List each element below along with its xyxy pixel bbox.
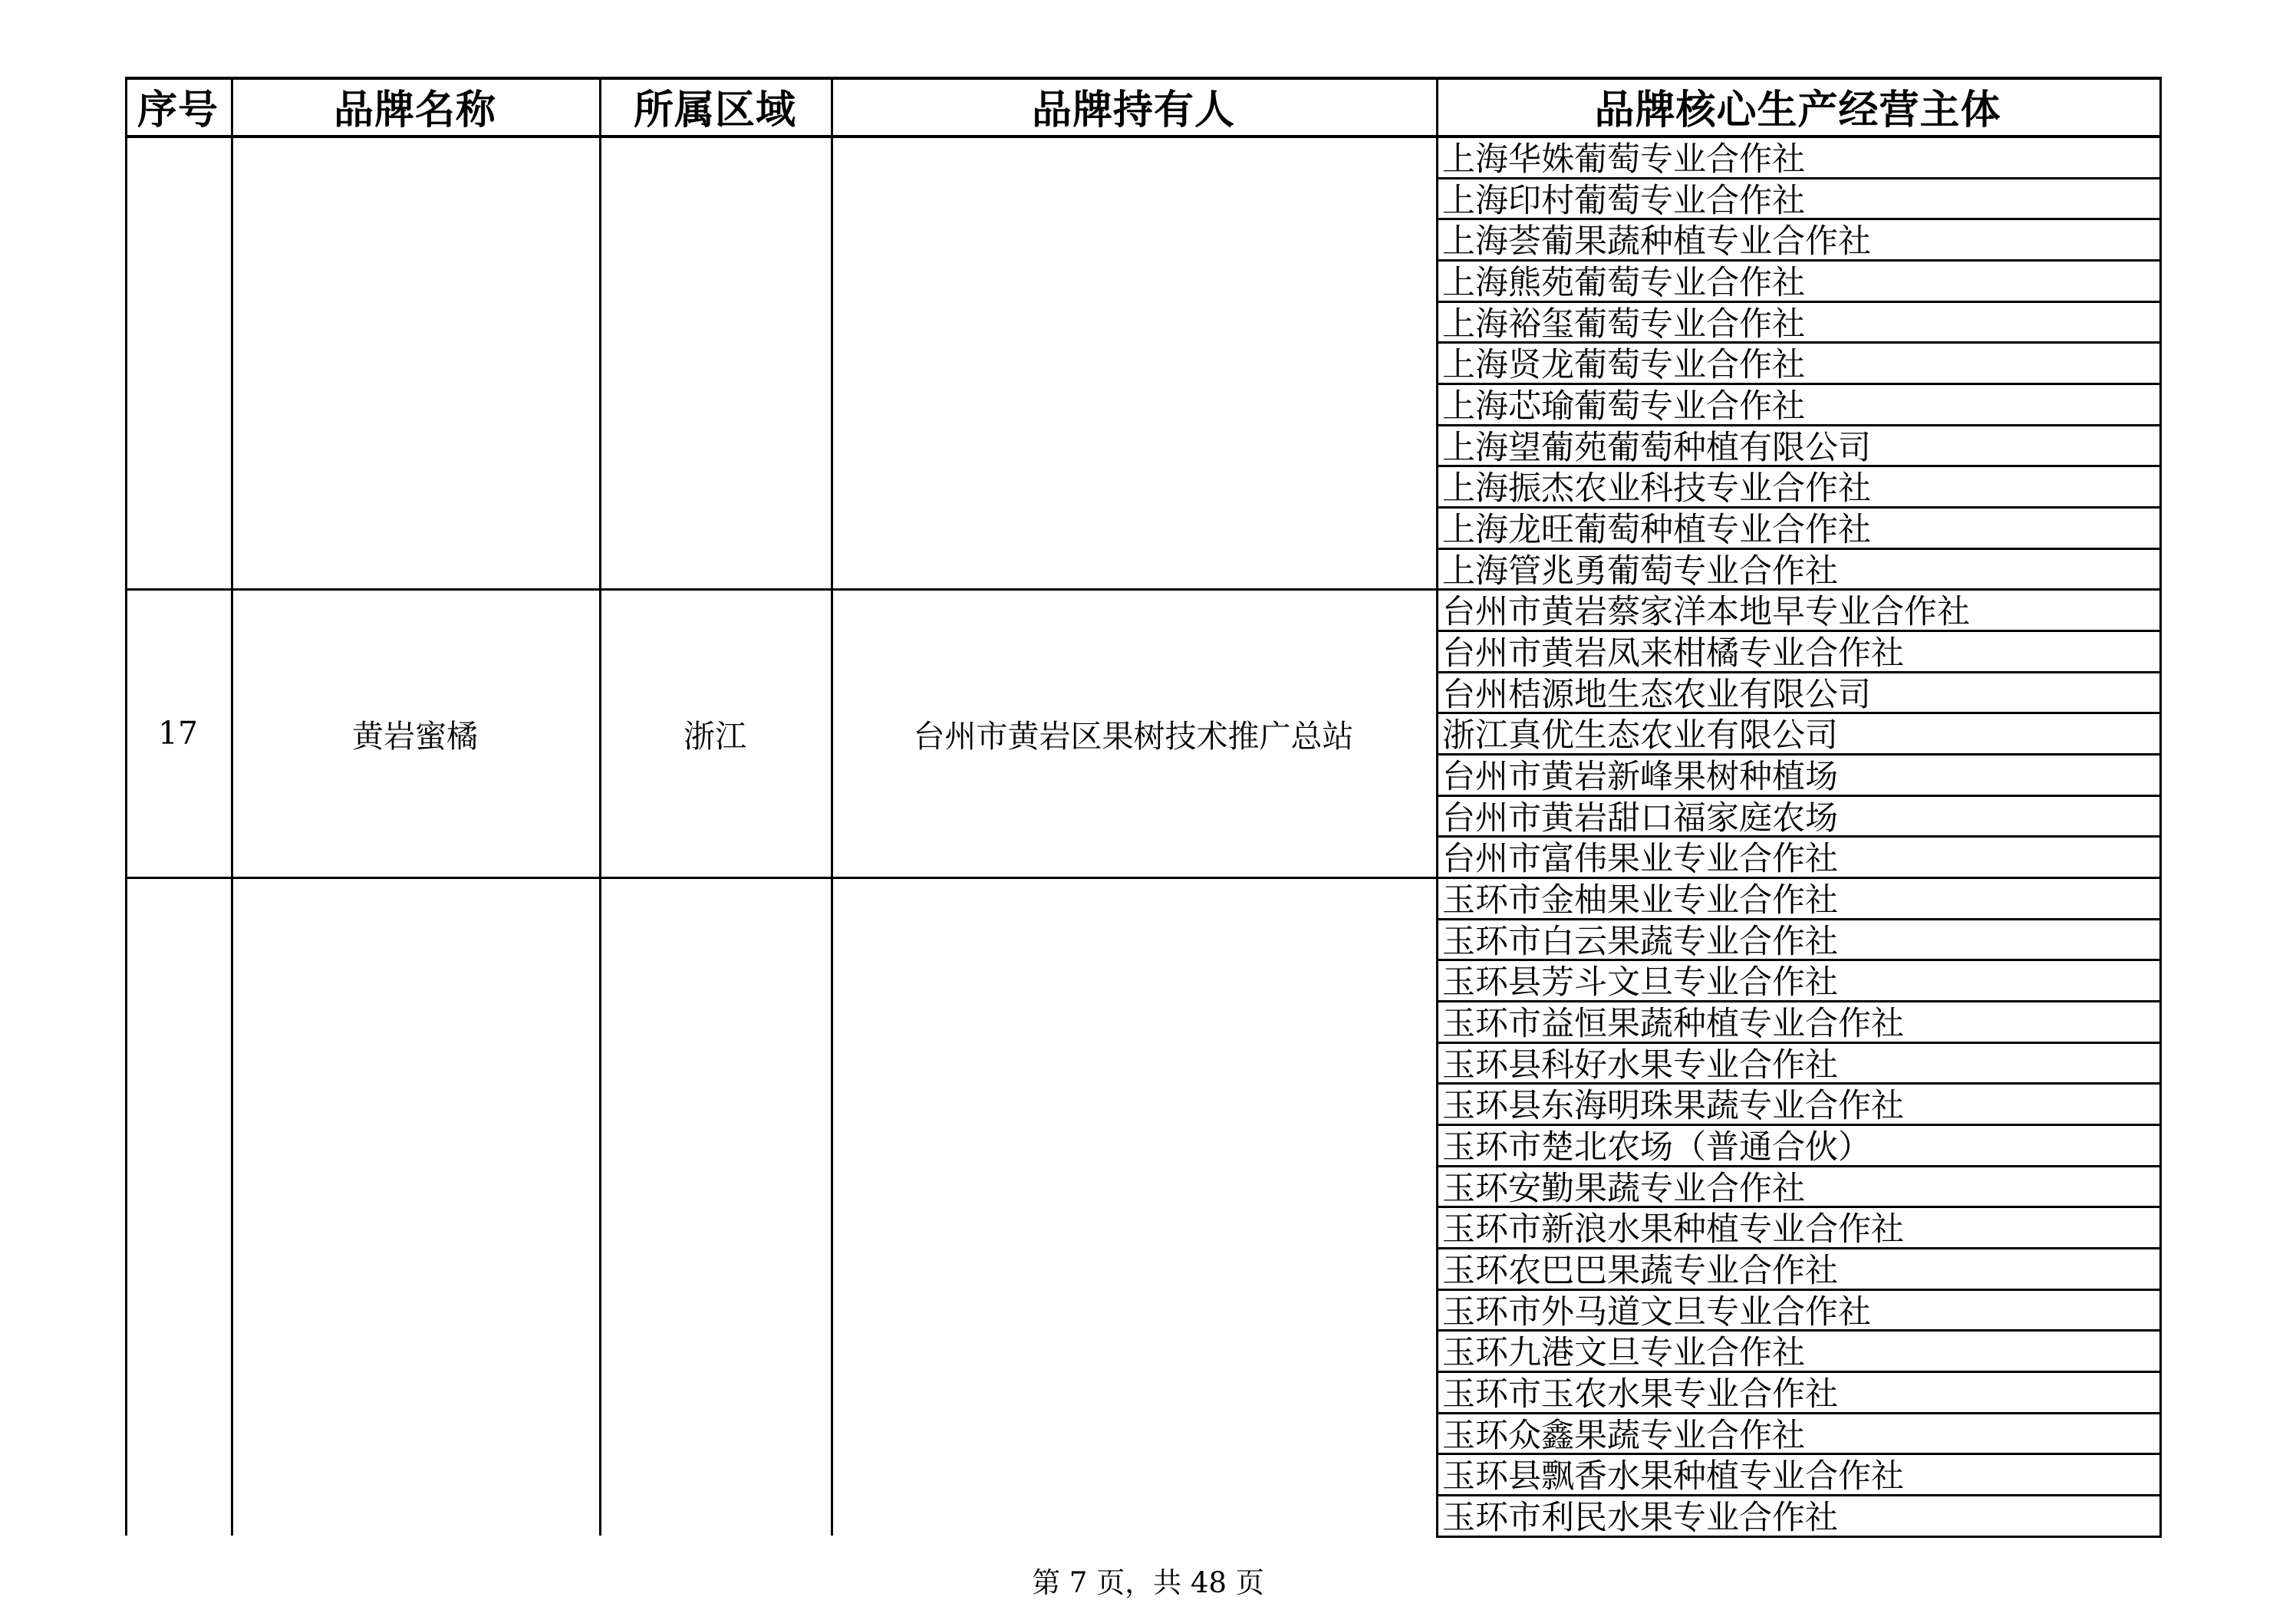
entity-row: 上海裕玺葡萄专业合作社 (1442, 305, 1805, 343)
entity-row: 玉环市益恒果蔬种植专业合作社 (1442, 1005, 1904, 1043)
cell-brand-owner (831, 877, 1436, 1536)
entity-row: 上海龙旺葡萄种植专业合作社 (1442, 511, 1871, 549)
entity-row: 上海芯瑜葡萄专业合作社 (1442, 387, 1805, 426)
cell-brand-name (231, 137, 599, 589)
entity-row: 玉环市新浪水果种植专业合作社 (1442, 1210, 1904, 1249)
entity-row: 台州市黄岩甜口福家庭农场 (1442, 798, 1838, 837)
header-core-entities: 品牌核心生产经营主体 (1594, 87, 2001, 133)
entity-row: 玉环市玉农水果专业合作社 (1442, 1375, 1838, 1414)
table-top-border (125, 77, 2162, 80)
cell-brand-owner: 台州市黄岩区果树技术推广总站 (913, 717, 1354, 755)
entity-row: 玉环市金柚果业专业合作社 (1442, 881, 1838, 920)
entity-row: 台州市黄岩凤来柑橘专业合作社 (1442, 634, 1904, 673)
cell-index (125, 137, 231, 589)
entity-row: 上海熊苑葡萄专业合作社 (1442, 264, 1805, 301)
entity-row: 玉环县芳斗文旦专业合作社 (1442, 963, 1838, 1002)
entity-row: 玉环农巴巴果蔬专业合作社 (1442, 1252, 1838, 1290)
entity-row: 上海管兆勇葡萄专业合作社 (1442, 551, 1838, 590)
cell-brand-owner (831, 137, 1436, 589)
entity-row: 台州桔源地生态农业有限公司 (1442, 675, 1871, 713)
entity-row: 上海印村葡萄专业合作社 (1442, 181, 1805, 219)
cell-region (599, 877, 831, 1536)
header-region: 所属区域 (633, 87, 796, 133)
cell-brand-name (231, 877, 599, 1536)
entity-row: 台州市富伟果业专业合作社 (1442, 840, 1838, 878)
entity-row: 玉环安勤果蔬专业合作社 (1442, 1169, 1805, 1207)
entity-row: 玉环众鑫果蔬专业合作社 (1442, 1416, 1805, 1454)
entity-row: 台州市黄岩蔡家洋本地早专业合作社 (1442, 593, 1970, 631)
header-brand-owner: 品牌持有人 (1031, 87, 1235, 133)
entity-row: 玉环市白云果蔬专业合作社 (1442, 922, 1838, 960)
entity-row: 玉环县飘香水果种植专业合作社 (1442, 1457, 1904, 1496)
entity-row: 玉环市外马道文旦专业合作社 (1442, 1292, 1871, 1331)
entity-row: 玉环九港文旦专业合作社 (1442, 1334, 1805, 1372)
entity-row: 上海华姝葡萄专业合作社 (1442, 140, 1805, 178)
column-divider (2159, 77, 2162, 1536)
entity-row: 玉环县科好水果专业合作社 (1442, 1045, 1838, 1084)
entity-row: 上海振杰农业科技专业合作社 (1442, 469, 1871, 508)
page-footer: 第 7 页，共 48 页 (1032, 1566, 1264, 1599)
entity-row: 上海贤龙葡萄专业合作社 (1442, 346, 1805, 384)
entity-row: 玉环市楚北农场（普通合伙） (1442, 1128, 1871, 1167)
entity-row: 台州市黄岩新峰果树种植场 (1442, 758, 1838, 796)
entity-row: 玉环市利民水果专业合作社 (1442, 1499, 1838, 1537)
cell-region (599, 137, 831, 589)
header-index: 序号 (137, 87, 219, 133)
cell-index (125, 877, 231, 1536)
cell-brand-name: 黄岩蜜橘 (352, 717, 478, 755)
entity-row: 上海望葡苑葡萄种植有限公司 (1442, 428, 1871, 466)
cell-region: 浙江 (684, 717, 746, 755)
cell-index: 17 (157, 715, 199, 752)
entity-row: 上海荟葡果蔬种植专业合作社 (1442, 222, 1871, 261)
entity-row: 浙江真优生态农业有限公司 (1442, 716, 1838, 755)
entity-row: 玉环县东海明珠果蔬专业合作社 (1442, 1087, 1904, 1125)
header-brand-name: 品牌名称 (333, 87, 496, 133)
data-table (125, 77, 2168, 1536)
